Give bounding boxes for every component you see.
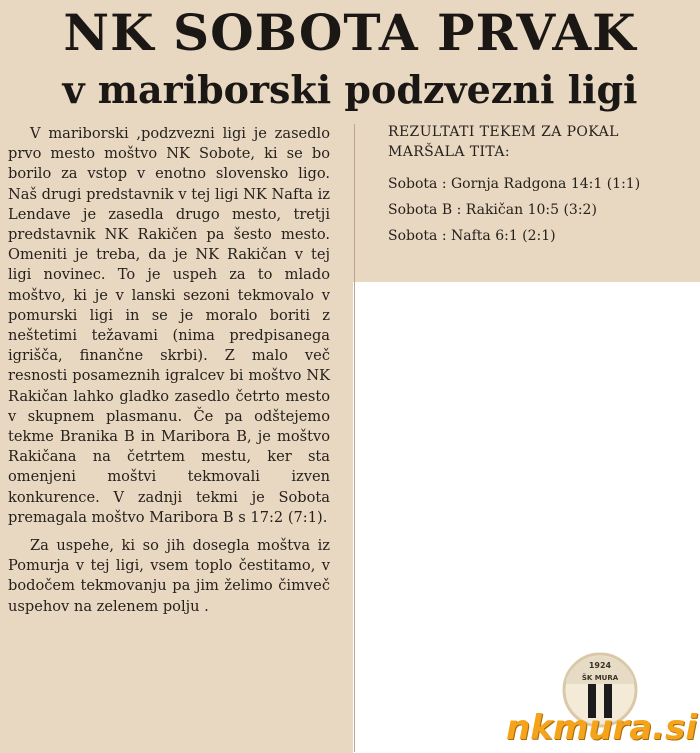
article-paragraph-2: Za uspehe, ki so jih dosegla moštva iz Pomurja v tej ligi, vsem toplo čestitamo, v bodočem tekmovanju pa jim želimo čimveč uspehov na zelenem polju . (8, 537, 330, 615)
result-item-2: Sobota B : Rakičan 10:5 (3:2) (388, 202, 597, 218)
subheadline: v mariborski podzvezni ligi (62, 67, 638, 112)
results-heading: REZULTATI TEKEM ZA POKAL MARŠALA TITA: (388, 124, 619, 160)
brand-watermark: nkmura.si (506, 708, 697, 748)
article-paragraph-1: V mariborski ,podzvezni ligi je zasedlo prvo mesto moštvo NK Sobote, ki se bo borilo za vstop v enotno slovensko ligo. Naš drugi predstavnik v tej ligi NK Nafta iz Lendave je zasedla drugo mesto, tretji predstavnik NK Rakičen pa šesto mesto. Omeniti je treba, da je NK Rakičan v tej ligi novinec. To je uspeh za to mlado moštvo, ki je v lanski sezoni tekmovalo v pomurski ligi in se je moralo boriti z neštetimi težavami (nima predpisanega igrišča, finančne skrbi). Z malo več resnosti posameznih igralcev bi moštvo NK Rakičan lahko gladko zasedlo četrto mesto v skupnem plasmanu. Če pa odštejemo tekme Branika B in Maribora B, je moštvo Rakičana na četrtem mestu, ker sta omenjeni moštvi tekmovali izven konkurence. V zadnji tekmi je Sobota premagala moštvo Maribora B s 17:2 (7:1). (8, 125, 330, 526)
crest-text: ŠK MURA (581, 674, 619, 682)
result-item-1: Sobota : Gornja Radgona 14:1 (1:1) (388, 176, 641, 192)
results-column (388, 122, 688, 252)
result-item-3: Sobota : Nafta 6:1 (2:1) (388, 228, 556, 244)
crest-year: 1924 (588, 661, 612, 670)
column-divider (354, 124, 355, 752)
headline: NK SOBOTA PRVAK (63, 3, 637, 62)
article-body (8, 124, 330, 617)
